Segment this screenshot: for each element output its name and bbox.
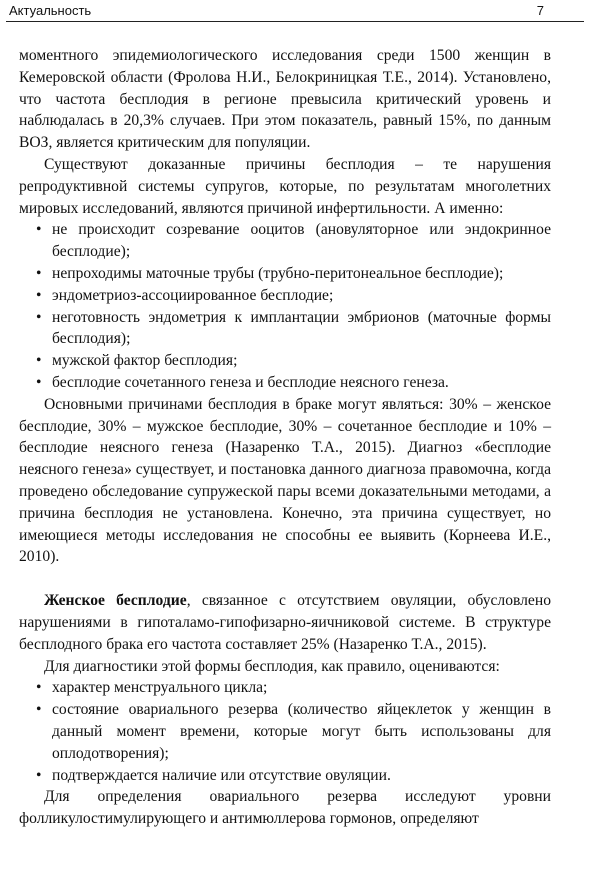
list-item-text: бесплодие сочетанного генеза и бесплодие неясного генеза.	[52, 373, 449, 391]
bold-term: Женское бесплодие	[44, 592, 187, 610]
paragraph-causes-intro: Существуют доказанные причины бесплодия – те нарушения репродуктивной системы супругов, которые, по результатам многолетних мировых исследований, являются причиной инфертильности. А именно:	[19, 155, 551, 217]
body-text	[19, 45, 551, 830]
bullet: •	[36, 221, 42, 239]
list-item-text: характер менструального цикла;	[52, 679, 268, 697]
list-item	[19, 285, 551, 307]
bullet: •	[36, 701, 42, 719]
list-item-text: мужской фактор бесплодия;	[52, 352, 238, 370]
bullet: •	[36, 766, 42, 784]
bullet: •	[36, 308, 42, 326]
diagnostics-list	[19, 677, 551, 786]
paragraph-continued: моментного эпидемиологического исследования среди 1500 женщин в Кемеровской области (Фролова Н.И., Белокриницкая Т.Е., 2014). Установлено, что частота бесплодия в регионе превысила критический уровень и наблюдалась в 20,3% случаев. При этом показатель, равный 15%, по данным ВОЗ, является критическим для популяции.	[19, 47, 551, 152]
running-header	[0, 0, 590, 23]
list-item	[19, 307, 551, 351]
section-gap	[19, 568, 551, 590]
list-item-text: эндометриоз-ассоциированное бесплодие;	[52, 286, 334, 304]
bullet: •	[36, 679, 42, 697]
paragraph-diagnostics-intro: Для диагностики этой формы бесплодия, как правило, оцениваются:	[44, 657, 500, 675]
bullet: •	[36, 373, 42, 391]
page-number: 7	[536, 3, 544, 18]
paragraph-ovarian-reserve: Для определения овариального резерва исследуют уровни фолликулостимулирующего и антимюллерова гормонов, определяют	[19, 788, 551, 828]
bullet: •	[36, 352, 42, 370]
bullet: •	[36, 286, 42, 304]
list-item	[19, 350, 551, 372]
paragraph-causes-stats: Основными причинами бесплодия в браке могут являться: 30% – женское бесплодие, 30% – мужское бесплодие, 30% – сочетанное бесплодие и 10% – бесплодие неясного генеза (Назаренко Т.А., 2015). Диагноз «бесплодие неясного генеза» существует, и постановка данного диагноза правомочна, когда проведено обследование супружеской пары всеми доказательными методами, а причина бесплодия не установлена. Конечно, эта причина существует, но имеющиеся методы исследования не способны ее выявить (Корнеева И.Е., 2010).	[19, 395, 551, 566]
bullet: •	[36, 264, 42, 282]
list-item	[19, 765, 551, 787]
list-item	[19, 677, 551, 699]
list-item	[19, 699, 551, 764]
list-item	[19, 219, 551, 263]
header-rule	[6, 21, 584, 22]
section-title: Актуальность	[9, 3, 92, 18]
list-item	[19, 263, 551, 285]
paragraph-female-infertility	[19, 590, 551, 655]
list-item-text: подтверждается наличие или отсутствие овуляции.	[52, 766, 391, 784]
list-item	[19, 372, 551, 394]
list-item-text: непроходимы маточные трубы (трубно-перитонеальное бесплодие);	[52, 264, 504, 282]
causes-list	[19, 219, 551, 393]
paragraph-text: , связанное с отсутствием овуляции, обусловлено нарушениями в гипоталамо-гипофизарно-яичниковой системе. В структуре бесплодного брака его частота составляет 25% (Назаренко Т.А., 2015).	[19, 592, 551, 653]
list-item-text: неготовность эндометрия к имплантации эмбрионов (маточные формы бесплодия);	[52, 308, 551, 348]
list-item-text: не происходит созревание ооцитов (ановуляторное или эндокринное бесплодие);	[52, 221, 551, 261]
list-item-text: состояние овариального резерва (количество яйцеклеток у женщин в данный момент времени, которые могут быть использованы для оплодотворения);	[52, 701, 551, 762]
